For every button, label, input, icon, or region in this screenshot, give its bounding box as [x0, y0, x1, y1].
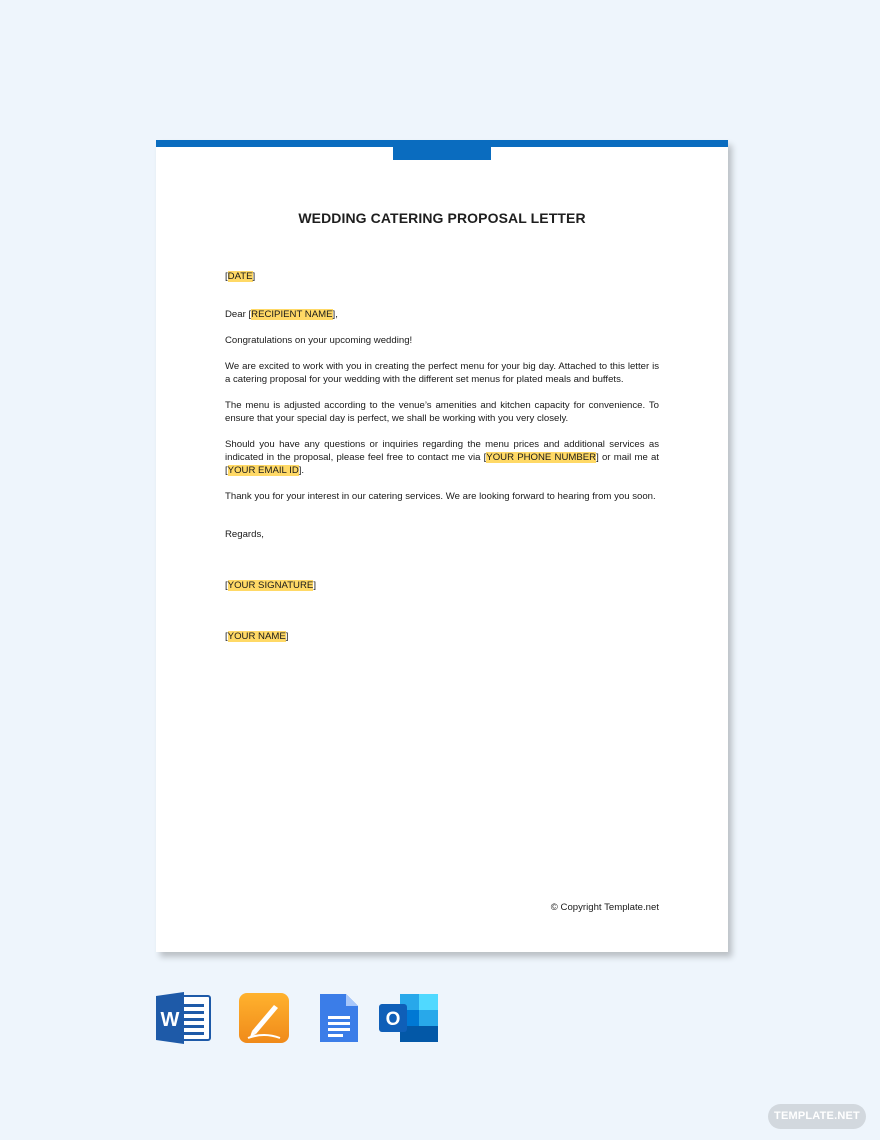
- signature-line: [YOUR SIGNATURE]: [225, 580, 316, 591]
- paragraph-2: We are excited to work with you in creating the perfect menu for your big day. Attached to this letter is a catering proposal for your wedding with the different set menus for plated meals and buffets.: [225, 361, 659, 385]
- paragraph-4: [225, 438, 659, 477]
- date-placeholder: DATE: [227, 271, 253, 282]
- outlook-icon[interactable]: [378, 992, 440, 1049]
- phone-placeholder: YOUR PHONE NUMBER: [486, 452, 597, 463]
- word-letter: W: [160, 1009, 180, 1031]
- greeting-suffix: ],: [332, 309, 338, 320]
- paragraph-4-text-b: ] or mail me at [: [225, 452, 660, 476]
- outlook-letter: O: [385, 1009, 401, 1030]
- header-bar: [156, 140, 728, 147]
- paragraph-4-text-c: ].: [298, 465, 305, 476]
- letter-body: [225, 270, 659, 643]
- paragraph-4-text-a: Should you have any questions or inquiries regarding the menu prices and additional services as indicated in the proposal, please feel free to contact me via [: [225, 439, 659, 463]
- document-page: [156, 140, 728, 952]
- signature-placeholder: YOUR SIGNATURE: [227, 580, 314, 591]
- header-tab: [393, 147, 491, 160]
- name-placeholder: YOUR NAME: [227, 631, 286, 642]
- recipient-placeholder: RECIPIENT NAME: [251, 309, 333, 320]
- greeting-line: [225, 308, 659, 321]
- paragraph-1: Congratulations on your upcoming wedding!: [225, 335, 413, 346]
- word-icon[interactable]: [156, 992, 212, 1049]
- name-line: [YOUR NAME]: [225, 631, 289, 642]
- template-net-watermark: TEMPLATE.NET: [768, 1104, 866, 1129]
- email-placeholder: YOUR EMAIL ID: [227, 465, 299, 476]
- pages-icon[interactable]: [238, 992, 292, 1049]
- closing-line: Regards,: [225, 529, 264, 540]
- document-title: WEDDING CATERING PROPOSAL LETTER: [298, 210, 586, 226]
- paragraph-3: The menu is adjusted according to the venue’s amenities and kitchen capacity for convenience. To ensure that your special day is perfect, we shall be working with you very closely.: [225, 400, 659, 424]
- date-line: [DATE]: [225, 271, 256, 282]
- greeting-prefix: Dear [: [225, 309, 252, 320]
- paragraph-5: Thank you for your interest in our catering services. We are looking forward to hearing from you soon.: [225, 491, 656, 502]
- copyright-text: © Copyright Template.net: [550, 902, 659, 913]
- google-docs-icon[interactable]: [318, 992, 360, 1049]
